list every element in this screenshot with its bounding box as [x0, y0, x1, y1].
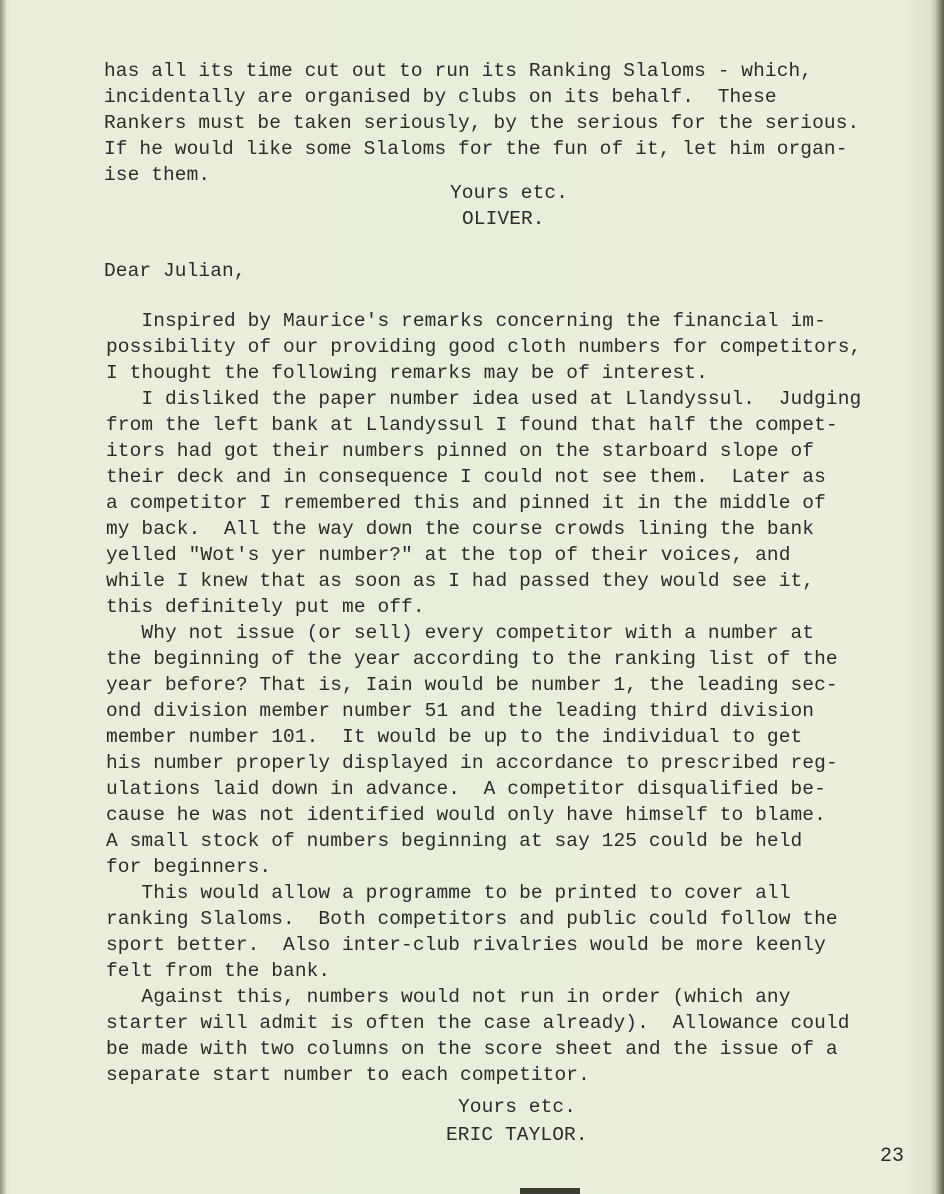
letter2-signature: ERIC TAYLOR. [446, 1124, 588, 1146]
text-line: I thought the following remarks may be of interest. [106, 362, 708, 384]
text-line: ond division member number 51 and the leading third division [106, 700, 815, 722]
letter1-closing: Yours etc. [450, 182, 569, 204]
page-right-edge [934, 0, 944, 1194]
text-line: itors had got their numbers pinned on the starboard slope of [106, 440, 815, 462]
letter2-body [106, 308, 861, 1088]
text-line: for beginners. [106, 856, 272, 878]
text-line: the beginning of the year according to the ranking list of the [106, 648, 838, 670]
text-line: possibility of our providing good cloth numbers for competitors, [106, 336, 862, 358]
text-line: Rankers must be taken seriously, by the serious for the serious. [104, 112, 860, 134]
text-line: Inspired by Maurice's remarks concerning the financial im- [106, 310, 826, 332]
binding-mark [520, 1188, 580, 1194]
letter1-body [104, 58, 859, 188]
text-line: a competitor I remembered this and pinned it in the middle of [106, 492, 826, 514]
text-line: separate start number to each competitor. [106, 1064, 590, 1086]
text-line: this definitely put me off. [106, 596, 425, 618]
letter1-signature: OLIVER. [462, 208, 545, 230]
text-line: felt from the bank. [106, 960, 331, 982]
text-line: sport better. Also inter-club rivalries would be more keenly [106, 934, 826, 956]
page-number: 23 [880, 1145, 905, 1168]
text-line: If he would like some Slaloms for the fun of it, let him organ- [104, 138, 848, 160]
text-line: their deck and in consequence I could not see them. Later as [106, 466, 826, 488]
text-line: Against this, numbers would not run in order (which any [106, 986, 791, 1008]
page-left-edge [0, 0, 6, 1194]
text-line: yelled "Wot's yer number?" at the top of their voices, and [106, 544, 791, 566]
text-line: ranking Slaloms. Both competitors and public could follow the [106, 908, 838, 930]
text-line: starter will admit is often the case already). Allowance could [106, 1012, 850, 1034]
letter2-salutation: Dear Julian, [104, 260, 246, 282]
text-line: my back. All the way down the course crowds lining the bank [106, 518, 815, 540]
text-line: his number properly displayed in accordance to prescribed reg- [106, 752, 838, 774]
text-line: This would allow a programme to be printed to cover all [106, 882, 791, 904]
text-line: while I knew that as soon as I had passed they would see it, [106, 570, 815, 592]
text-line: be made with two columns on the score sheet and the issue of a [106, 1038, 838, 1060]
text-line: ise them. [104, 164, 211, 186]
text-line: ulations laid down in advance. A competitor disqualified be- [106, 778, 826, 800]
text-line: I disliked the paper number idea used at Llandyssul. Judging [106, 388, 862, 410]
text-line: has all its time cut out to run its Ranking Slaloms - which, [104, 60, 813, 82]
text-line: A small stock of numbers beginning at say 125 could be held [106, 830, 803, 852]
text-line: member number 101. It would be up to the individual to get [106, 726, 803, 748]
text-line: Why not issue (or sell) every competitor with a number at [106, 622, 815, 644]
text-line: from the left bank at Llandyssul I found that half the compet- [106, 414, 838, 436]
text-line: incidentally are organised by clubs on its behalf. These [104, 86, 777, 108]
text-line: cause he was not identified would only have himself to blame. [106, 804, 826, 826]
text-line: year before? That is, Iain would be number 1, the leading sec- [106, 674, 838, 696]
letter2-closing: Yours etc. [458, 1096, 577, 1118]
